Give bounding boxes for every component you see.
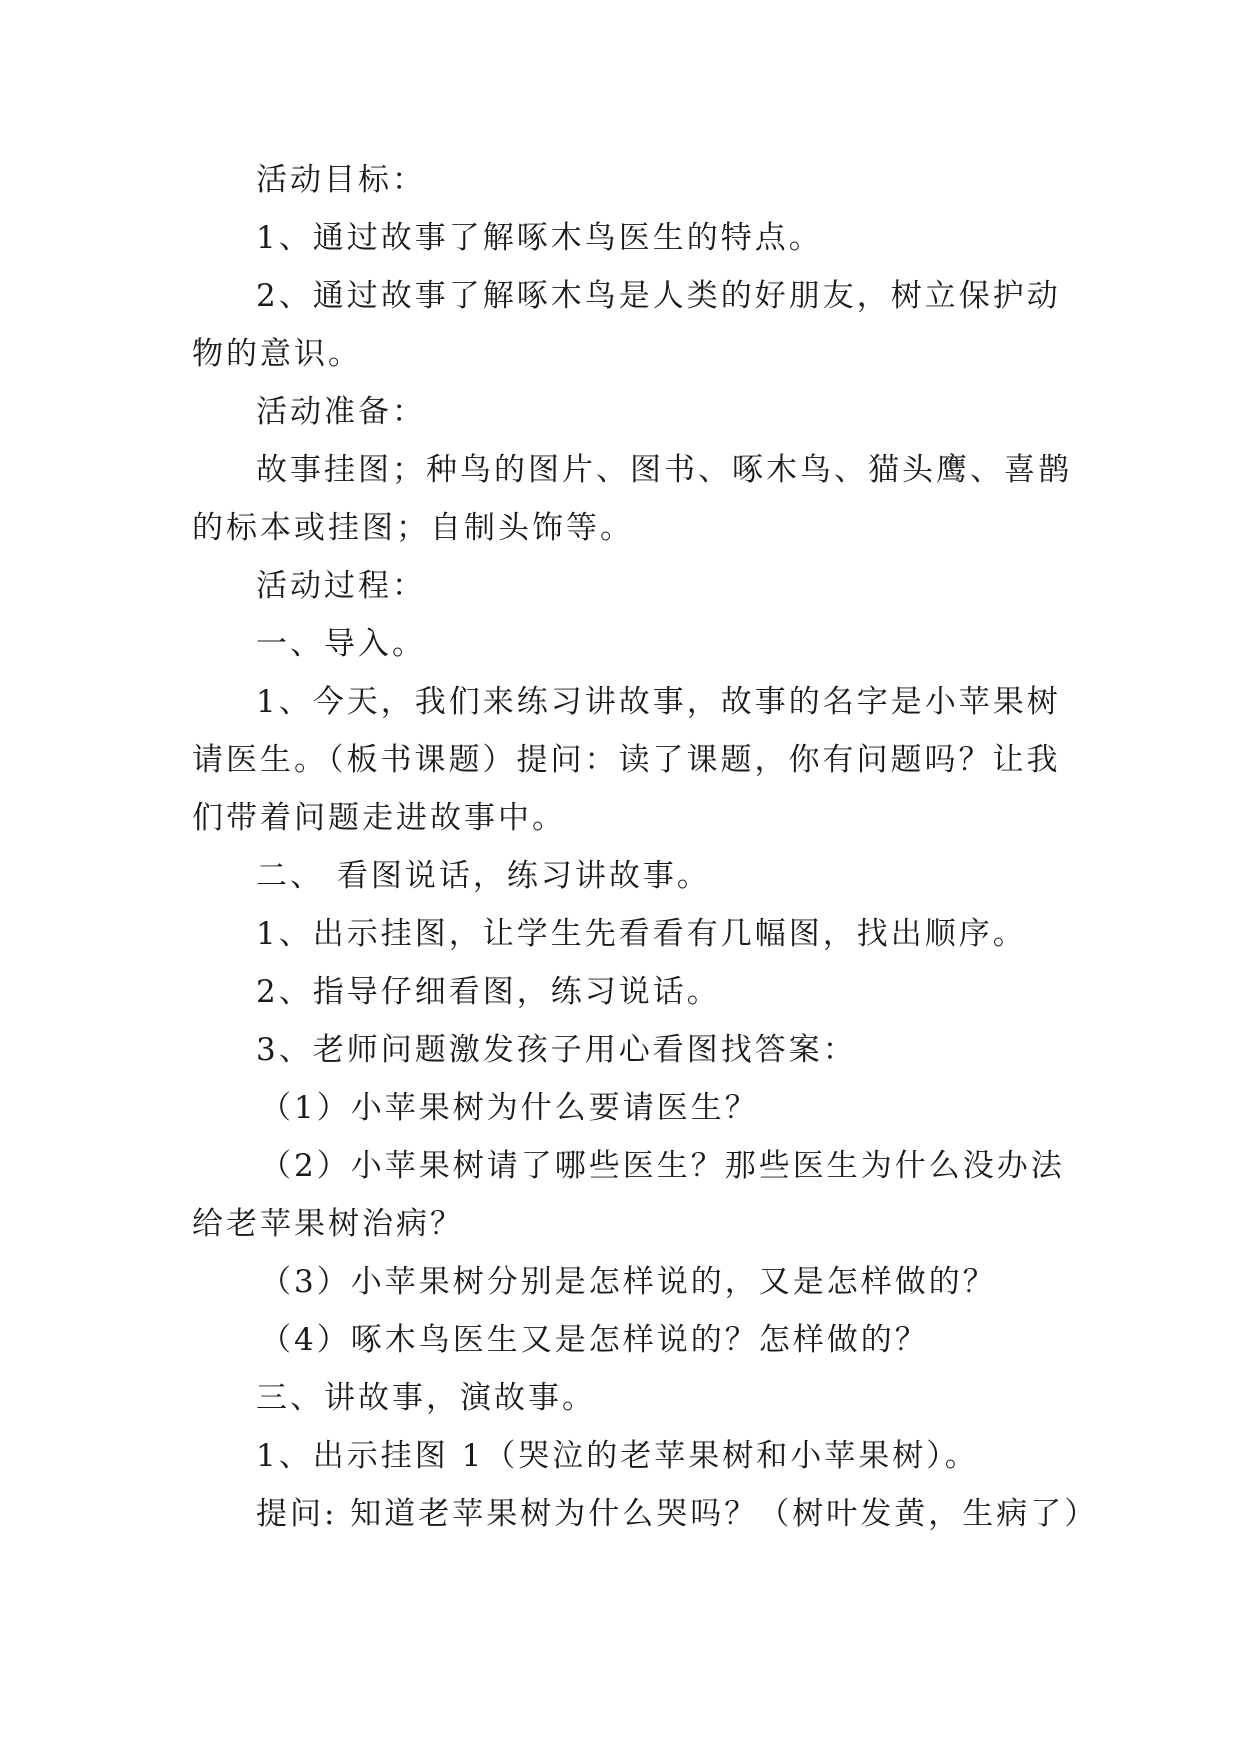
question-2: （2）小苹果树请了哪些医生？那些医生为什么没办法 [260, 1148, 1065, 1184]
heading-activity-process: 活动过程： [256, 568, 426, 604]
section-one-heading: 一、导入。 [256, 626, 426, 662]
section-three-question: 提问: 知道老苹果树为什么哭吗？（树叶发黄，生病了） [256, 1496, 1099, 1532]
goal-item-1: 1、通过故事了解啄木鸟医生的特点。 [256, 220, 823, 256]
question-1: （1）小苹果树为什么要请医生？ [260, 1090, 759, 1126]
heading-activity-goals: 活动目标： [256, 162, 426, 198]
section-one-item-1: 1、今天，我们来练习讲故事，故事的名字是小苹果树 [256, 684, 1061, 720]
section-three-heading: 三、讲故事，演故事。 [256, 1380, 596, 1416]
section-three-item-1: 1、出示挂图 1（哭泣的老苹果树和小苹果树）。 [256, 1438, 979, 1474]
goal-item-2: 2、通过故事了解啄木鸟是人类的好朋友，树立保护动 [256, 278, 1061, 314]
section-two-item-2: 2、指导仔细看图，练习说话。 [256, 974, 721, 1010]
heading-activity-preparation: 活动准备： [256, 394, 426, 430]
preparation-text: 故事挂图；种鸟的图片、图书、啄木鸟、猫头鹰、喜鹊 [256, 452, 1072, 488]
section-one-item-1-continued-2: 们带着问题走进故事中。 [192, 800, 566, 836]
preparation-text-continued: 的标本或挂图；自制头饰等。 [192, 510, 634, 546]
section-two-heading: 二、 看图说话，练习讲故事。 [256, 858, 711, 894]
section-two-item-1: 1、出示挂图，让学生先看看有几幅图，找出顺序。 [256, 916, 1027, 952]
question-4: （4）啄木鸟医生又是怎样说的？怎样做的？ [260, 1322, 929, 1358]
section-two-item-3: 3、老师问题激发孩子用心看图找答案： [256, 1032, 857, 1068]
question-3: （3）小苹果树分别是怎样说的，又是怎样做的？ [260, 1264, 997, 1300]
question-2-continued: 给老苹果树治病？ [192, 1206, 464, 1242]
goal-item-2-continued: 物的意识。 [192, 336, 362, 372]
section-one-item-1-continued: 请医生。（板书课题）提问：读了课题，你有问题吗？让我 [192, 742, 1061, 778]
